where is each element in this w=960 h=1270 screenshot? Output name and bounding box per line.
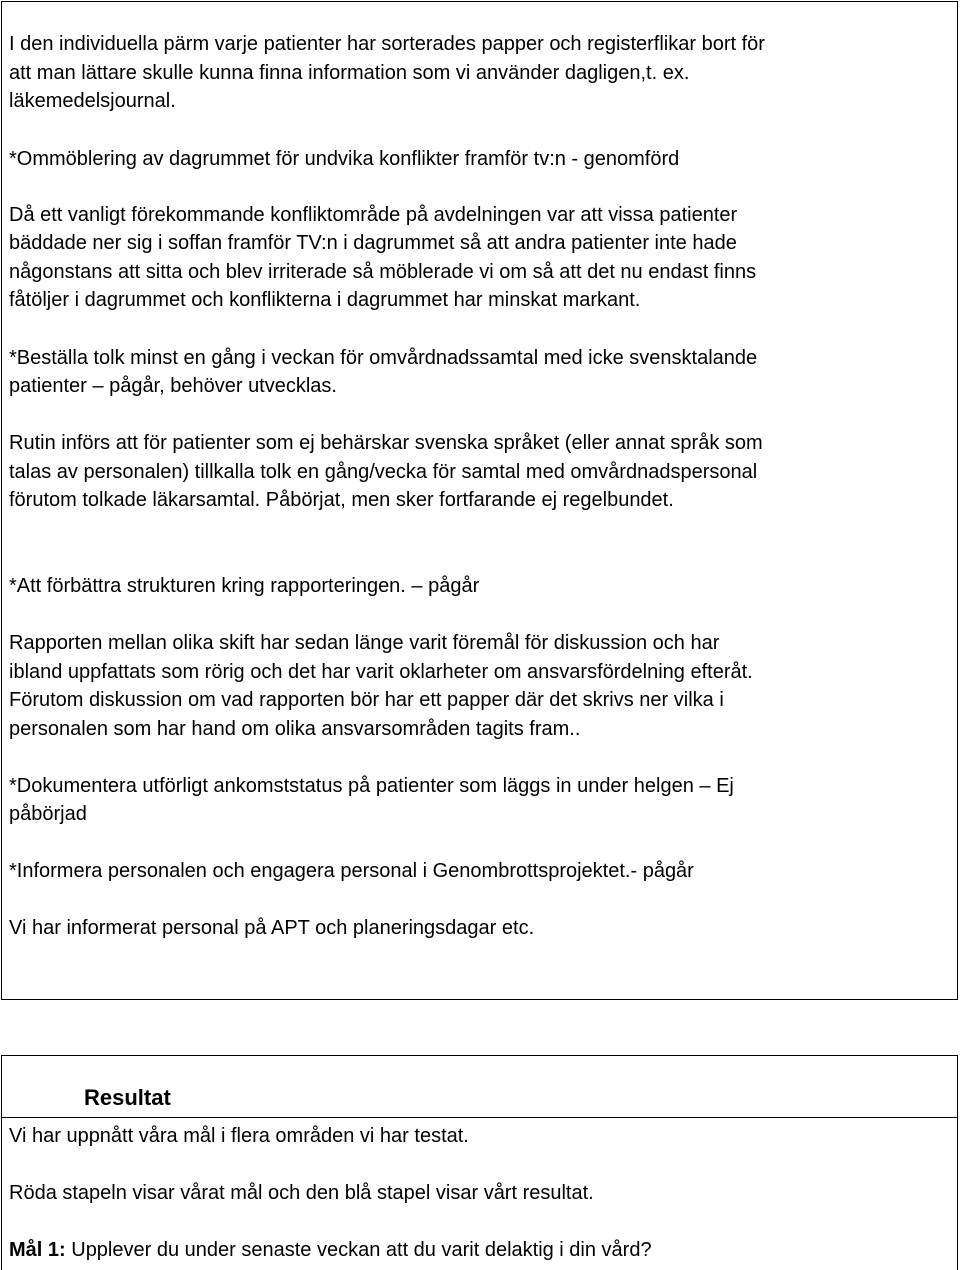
paragraph-line: förutom tolkade läkarsamtal. Påbörjat, men sker fortfarande ej regelbundet. xyxy=(9,489,674,511)
goal-text: Upplever du under senaste veckan att du varit delaktig i din vård? xyxy=(65,1239,652,1261)
paragraph-line: Då ett vanligt förekommande konfliktområde på avdelningen var att vissa patienter xyxy=(9,204,738,226)
paragraph-line: fåtöljer i dagrummet och konflikterna i dagrummet har minskat markant. xyxy=(9,289,641,311)
task-heading: *Dokumentera utförligt ankomststatus på patienter som läggs in under helgen – Ej xyxy=(9,775,734,797)
paragraph-line: ibland uppfattats som rörig och det har varit oklarheter om ansvarsfördelning efteråt. xyxy=(9,661,753,683)
paragraph-line: talas av personalen) tillkalla tolk en gång/vecka för samtal med omvårdnadspersonal xyxy=(9,461,758,483)
goal-question xyxy=(9,1236,652,1264)
paragraph-line: personalen som har hand om olika ansvarsområden tagits fram.. xyxy=(9,718,581,740)
paragraph-line: Vi har informerat personal på APT och planeringsdagar etc. xyxy=(9,917,535,939)
paragraph-line: att man lättare skulle kunna finna information som vi använder dagligen,t. ex. xyxy=(9,62,690,84)
task-heading: *Att förbättra strukturen kring rapporteringen. – pågår xyxy=(9,575,480,597)
task-heading: påbörjad xyxy=(9,803,87,825)
paragraph-line: Rutin införs att för patienter som ej behärskar svenska språket (eller annat språk som xyxy=(9,432,763,454)
paragraph-line: bäddade ner sig i soffan framför TV:n i dagrummet så att andra patienter inte hade xyxy=(9,232,737,254)
paragraph-line: I den individuella pärm varje patienter har sorterades papper och registerflikar bort för xyxy=(9,33,765,55)
paragraph-line: någonstans att sitta och blev irriterade så möblerade vi om så att det nu endast finns xyxy=(9,261,757,283)
task-heading: *Informera personalen och engagera personal i Genombrottsprojektet.- pågår xyxy=(9,860,694,882)
paragraph-line: Förutom diskussion om vad rapporten bör har ett papper där det skrivs ner vilka i xyxy=(9,689,724,711)
task-heading: patienter – pågår, behöver utvecklas. xyxy=(9,375,337,397)
goal-label: Mål 1: xyxy=(9,1239,66,1261)
task-heading: *Ommöblering av dagrummet för undvika konflikter framför tv:n - genomförd xyxy=(9,148,680,170)
paragraph-line: Rapporten mellan olika skift har sedan länge varit föremål för diskussion och har xyxy=(9,632,720,654)
result-line: Vi har uppnått våra mål i flera områden vi har testat. xyxy=(9,1125,469,1147)
divider xyxy=(1,1117,958,1118)
task-heading: *Beställa tolk minst en gång i veckan för omvårdnadssamtal med icke svensktalande xyxy=(9,347,758,369)
result-heading: Resultat xyxy=(84,1085,171,1110)
result-line: Röda stapeln visar vårat mål och den blå stapel visar vårt resultat. xyxy=(9,1182,594,1204)
paragraph-line: läkemedelsjournal. xyxy=(9,90,176,112)
